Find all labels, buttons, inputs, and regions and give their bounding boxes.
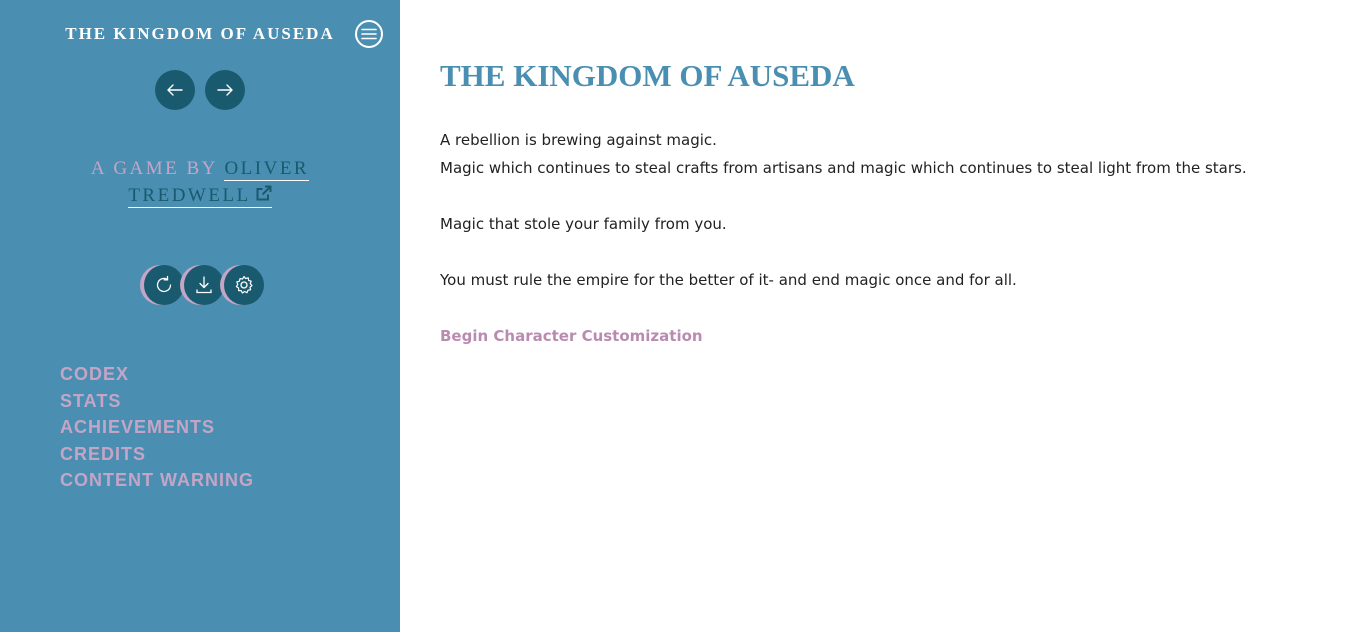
author-link-last[interactable] [128, 185, 271, 208]
story-title: THE KINGDOM OF AUSEDA [65, 24, 335, 43]
byline-prefix: A GAME BY [90, 158, 218, 179]
save-button[interactable] [184, 265, 224, 305]
restart-button[interactable] [144, 265, 184, 305]
forward-button[interactable] [205, 70, 245, 110]
menu-item-achievements[interactable]: ACHIEVEMENTS [60, 417, 216, 437]
back-button[interactable] [155, 70, 195, 110]
sidebar [0, 0, 400, 632]
byline [0, 155, 400, 210]
story-line-2: Magic which continues to steal crafts from artisans and magic which continues to steal light from the stars. [440, 159, 1247, 177]
menu-item-stats[interactable]: STATS [60, 390, 122, 411]
menu-button[interactable] [355, 20, 383, 48]
hamburger-menu-icon [361, 28, 377, 40]
story-line-1: A rebellion is brewing against magic. [440, 131, 717, 149]
story-line-3: Magic that stole your family from you. [440, 215, 727, 233]
main-content [440, 58, 1330, 350]
restart-icon [154, 275, 174, 295]
menu-item-codex[interactable]: CODEX [60, 364, 130, 384]
begin-customization-link[interactable]: Begin Character Customization [440, 327, 703, 345]
arrow-left-icon [167, 84, 183, 96]
arrow-right-icon [217, 84, 233, 96]
external-link-icon [255, 183, 272, 210]
gear-icon [233, 274, 255, 296]
menu-item-credits[interactable]: CREDITS [60, 443, 147, 464]
settings-button[interactable] [224, 265, 264, 305]
story-line-4: You must rule the empire for the better of it- and end magic once and for all. [440, 271, 1017, 289]
author-last-name: TREDWELL [128, 185, 251, 206]
author-link-first[interactable]: OLIVER [224, 158, 310, 179]
download-icon [194, 275, 214, 295]
sidebar-menu [60, 361, 254, 494]
menu-item-content-warning[interactable]: CONTENT WARNING [60, 470, 254, 490]
story-text [440, 126, 1330, 350]
page-title: THE KINGDOM OF AUSEDA [440, 58, 855, 93]
